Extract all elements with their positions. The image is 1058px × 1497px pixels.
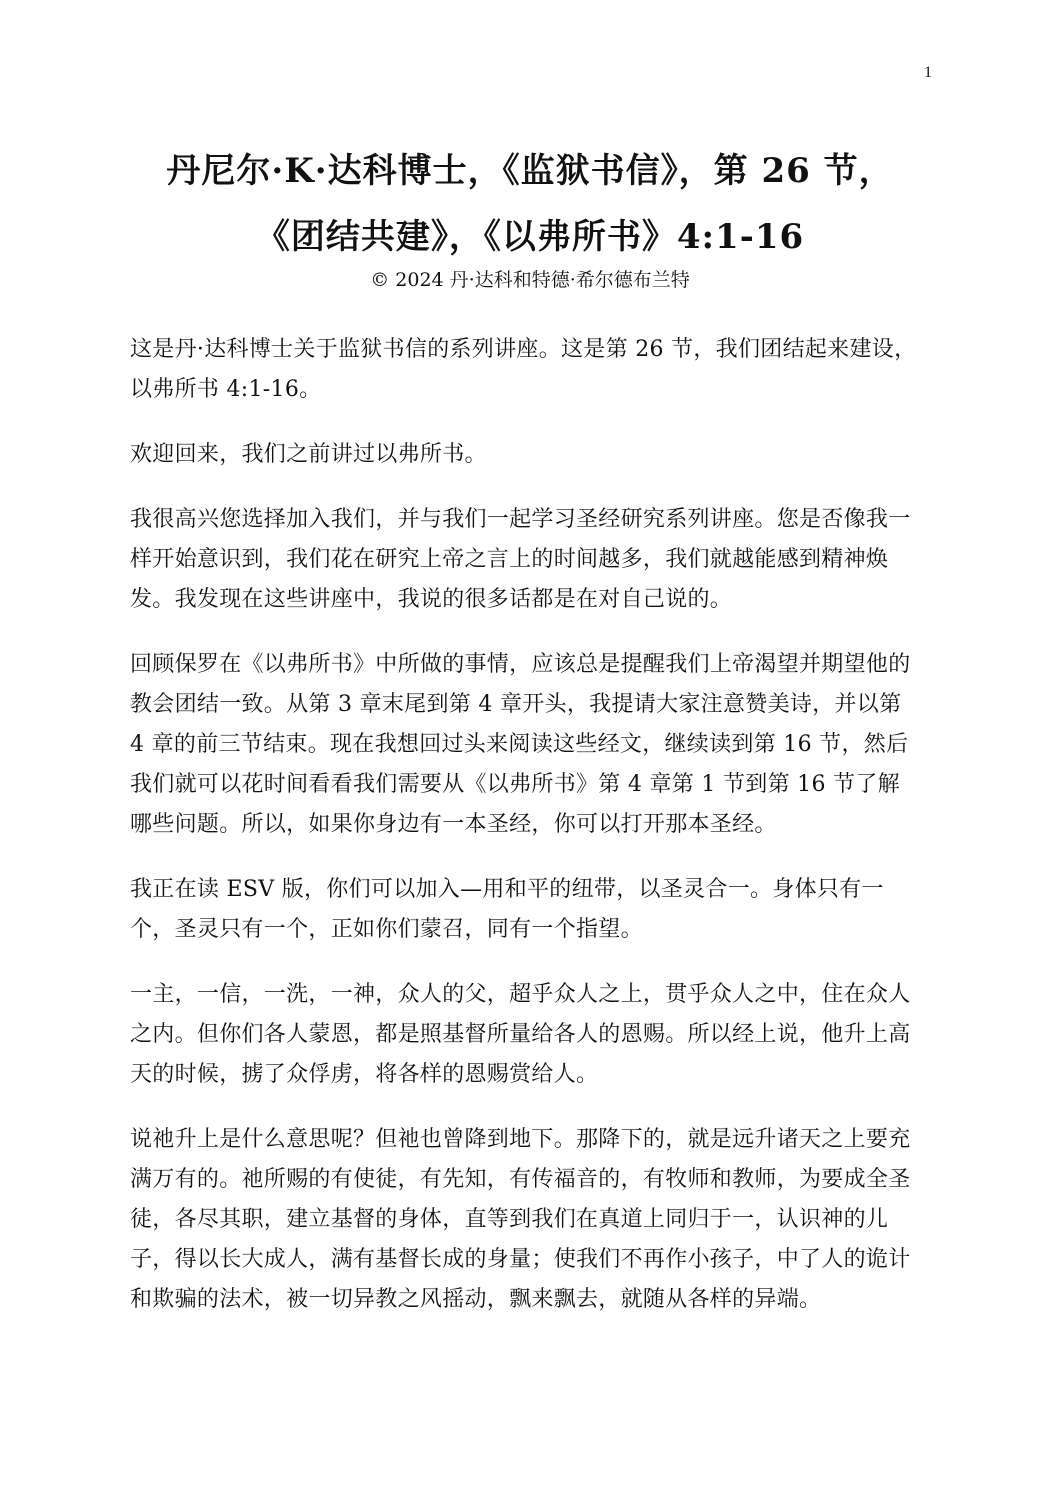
copyright-notice: © 2024 丹·达科和特德·希尔德布兰特: [370, 269, 690, 291]
paragraph-review: 回顾保罗在《以弗所书》中所做的事情，应该总是提醒我们上帝渴望并期望他的教会团结一致。从第 3 章末尾到第 4 章开头，我提请大家注意赞美诗，并以第 4 章的前三节结束。现在我想回过头来阅读这些经文，继续读到第 16 节，然后我们就可以花时间看看我们需要从《以弗所书》第 4 章第 1 节到第 16 节了解哪些问题。所以，如果你身边有一本圣经，你可以打开那本圣经。: [130, 652, 911, 837]
paragraph-series: 我很高兴您选择加入我们，并与我们一起学习圣经研究系列讲座。您是否像我一样开始意识到，我们花在研究上帝之言上的时间越多，我们就越能感到精神焕发。我发现在这些讲座中，我说的很多话都是在对自己说的。: [130, 507, 911, 612]
body-text: [130, 330, 920, 1345]
document-title: 丹尼尔·K·达科博士，《监狱书信》，第 26 节，《团结共建》，《以弗所书》4:1-16: [166, 151, 894, 257]
page-number: 1: [924, 64, 932, 81]
paragraph-intro: 这是丹·达科博士关于监狱书信的系列讲座。这是第 26 节，我们团结起来建设，以弗所书 4:1-16。: [130, 337, 917, 402]
paragraph-one-lord: 一主，一信，一洗，一神，众人的父，超乎众人之上，贯乎众人之中，住在众人之内。但你们各人蒙恩，都是照基督所量给各人的恩赐。所以经上说，他升上高天的时候，掳了众俘虏，将各样的恩赐赏给人。: [130, 982, 911, 1087]
paragraph-ascended: 说祂升上是什么意思呢？但祂也曾降到地下。那降下的，就是远升诸天之上要充满万有的。祂所赐的有使徒，有先知，有传福音的，有牧师和教师，为要成全圣徒，各尽其职，建立基督的身体，直等到我们在真道上同归于一，认识神的儿子，得以长大成人，满有基督长成的身量；使我们不再作小孩子，中了人的诡计和欺骗的法术，被一切异教之风摇动，飘来飘去，就随从各样的异端。: [130, 1127, 911, 1312]
paragraph-welcome: 欢迎回来，我们之前讲过以弗所书。: [130, 442, 487, 467]
paragraph-esv-reading: 我正在读 ESV 版，你们可以加入—用和平的纽带，以圣灵合一。身体只有一个，圣灵只有一个，正如你们蒙召，同有一个指望。: [130, 877, 884, 942]
